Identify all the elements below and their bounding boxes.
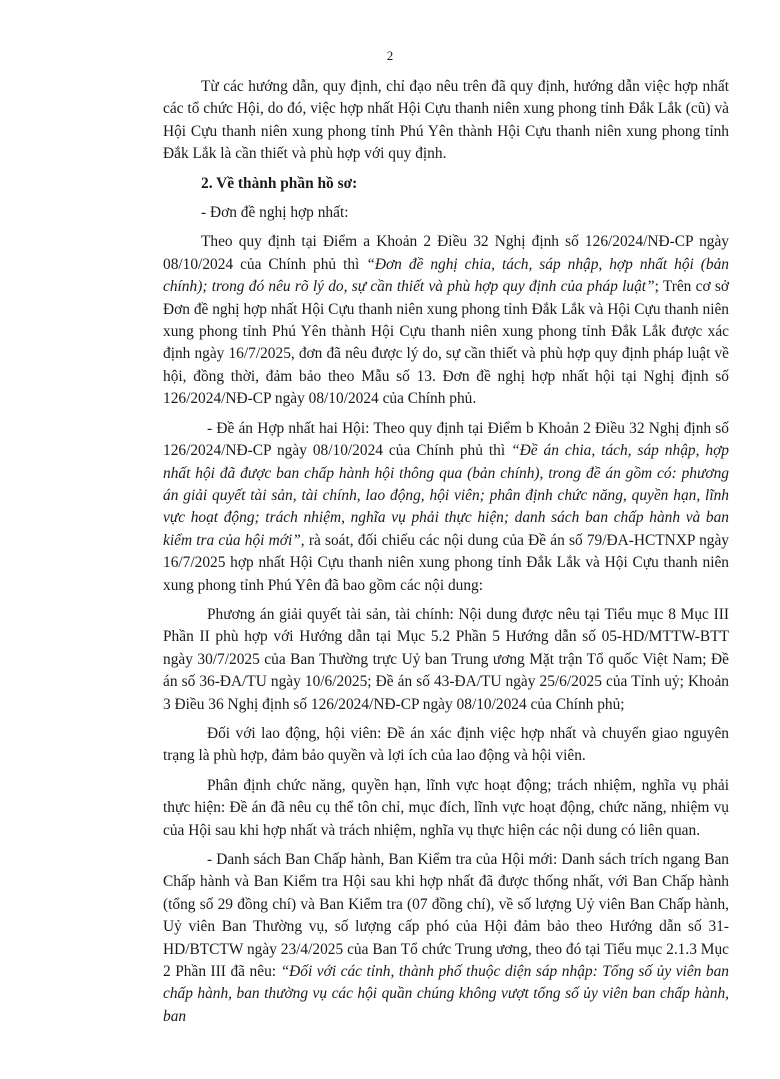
- text-run: , rà soát, đối chiếu các nội dung của Đề án số 79/ĐA-HCTNXP ngày 16/7/2025 hợp nhất Hội Cựu thanh niên xung phong tỉnh Đắk Lắk và Hội Cựu thanh niên xung phong tỉnh Phú Yên đã bao gồm các nội dung:: [163, 531, 729, 594]
- page-number: 2: [386, 48, 394, 63]
- paragraph-labor-members: Đối với lao động, hội viên: Đề án xác định việc hợp nhất và chuyển giao nguyên trạng là phù hợp, đảm bảo quyền và lợi ích của lao động và hội viên.: [163, 724, 729, 765]
- quoted-regulation: “Đề án chia, tách, sáp nhập, hợp nhất hội đã được ban chấp hành hội thông qua (bản chính), trong đề án gồm có: phương án giải quyết tài sản, tài chính, lao động, hội viên; phân định chức năng, quyền hạn, lĩnh vực hoạt động; trách nhiệm, nghĩa vụ phải thực hiện; danh sách ban chấp hành và ban kiểm tra của hội mới”: [163, 442, 729, 549]
- paragraph-assets-finance: Phương án giải quyết tài sản, tài chính: Nội dung được nêu tại Tiểu mục 8 Mục III Phần II phù hợp với Hướng dẫn tại Mục 5.2 Phần 5 Hướng dẫn số 05-HD/MTTW-BTT ngày 30/7/2025 của Ban Thường trực Uỷ ban Trung ương Mặt trận Tổ quốc Việt Nam; Đề án số 36-ĐA/TU ngày 10/6/2025; Đề án số 43-ĐA/TU ngày 25/6/2025 của Tỉnh uỷ; Khoản 3 Điều 36 Nghị định số 126/2024/NĐ-CP ngày 08/10/2024 của Chính phủ;: [163, 605, 729, 713]
- paragraph-application-item: - Đơn đề nghị hợp nhất:: [201, 204, 349, 222]
- quoted-guideline: “Đối với các tỉnh, thành phố thuộc diện sáp nhập: Tổng số ủy viên ban chấp hành, ban thường vụ các hội quần chúng không vượt tổng số ủy viên ban chấp hành, ban: [163, 963, 729, 1025]
- text-run: - Đề án Hợp nhất hai Hội: Theo quy định tại Điểm b Khoản 2 Điều 32 Nghị định số 126/2024/NĐ-CP ngày 08/10/2024 của Chính phủ thì: [163, 419, 729, 460]
- paragraph-conclusion: Từ các hướng dẫn, quy định, chỉ đạo nêu trên đã quy định, hướng dẫn việc hợp nhất các tổ chức Hội, do đó, việc hợp nhất Hội Cựu thanh niên xung phong tỉnh Đắk Lắk (cũ) và Hội Cựu thanh niên xung phong tỉnh Phú Yên thành Hội Cựu thanh niên xung phong tỉnh Đắk Lắk là cần thiết và phù hợp với quy định.: [163, 78, 729, 163]
- text-run: ; Trên cơ sở Đơn đề nghị hợp nhất Hội Cựu thanh niên xung phong tỉnh Đắk Lắk và Hội Cựu thanh niên xung phong tỉnh Phú Yên thành Hội Cựu thanh niên xung phong tỉnh Đắk Lắk được xác định ngày 16/7/2025, đơn đã nêu được lý do, sự cần thiết và phù hợp quy định pháp luật về hội, đồng thời, đảm bảo theo Mẫu số 13. Đơn đề nghị hợp nhất hội tại Nghị định số 126/2024/NĐ-CP ngày 08/10/2024 của Chính phủ.: [163, 278, 730, 408]
- text-run: Theo quy định tại Điểm a Khoản 2 Điều 32 Nghị định số 126/2024/NĐ-CP ngày 08/10/2024 của Chính phủ thì: [163, 233, 729, 273]
- document-body: [163, 76, 729, 1035]
- section-heading: 2. Về thành phần hồ sơ:: [201, 174, 358, 192]
- paragraph-merger-plan: [163, 418, 729, 597]
- quoted-regulation: “Đơn đề nghị chia, tách, sáp nhập, hợp nhất hội (bản chính); trong đó nêu rõ lý do, sự cần thiết và phù hợp quy định của pháp luật”: [163, 255, 729, 296]
- paragraph-functions-duties: Phân định chức năng, quyền hạn, lĩnh vực hoạt động; trách nhiệm, nghĩa vụ phải thực hiện: Đề án đã nêu cụ thể tôn chỉ, mục đích, lĩnh vực hoạt động, chức năng, nhiệm vụ của Hội sau khi hợp nhất và trách nhiệm, nghĩa vụ thực hiện các nội dung có liên quan.: [163, 776, 729, 839]
- paragraph-committee-list: [163, 849, 729, 1028]
- paragraph-application-regulation: [163, 231, 729, 410]
- text-run: - Danh sách Ban Chấp hành, Ban Kiểm tra của Hội mới: Danh sách trích ngang Ban Chấp hành và Ban Kiểm tra Hội sau khi hợp nhất đã được thống nhất, với Ban Chấp hành (tổng số 29 đồng chí) và Ban Kiểm tra (07 đồng chí), về số lượng Uỷ viên Ban Chấp hành, Uỷ viên Ban Thường vụ, số lượng cấp phó của Hội đảm bảo theo Hướng dẫn số 31-HD/BTCTW ngày 23/4/2025 của Ban Tổ chức Trung ương, theo đó tại Tiểu mục 2.1.3 Mục 2 Phần III đã nêu:: [163, 851, 729, 981]
